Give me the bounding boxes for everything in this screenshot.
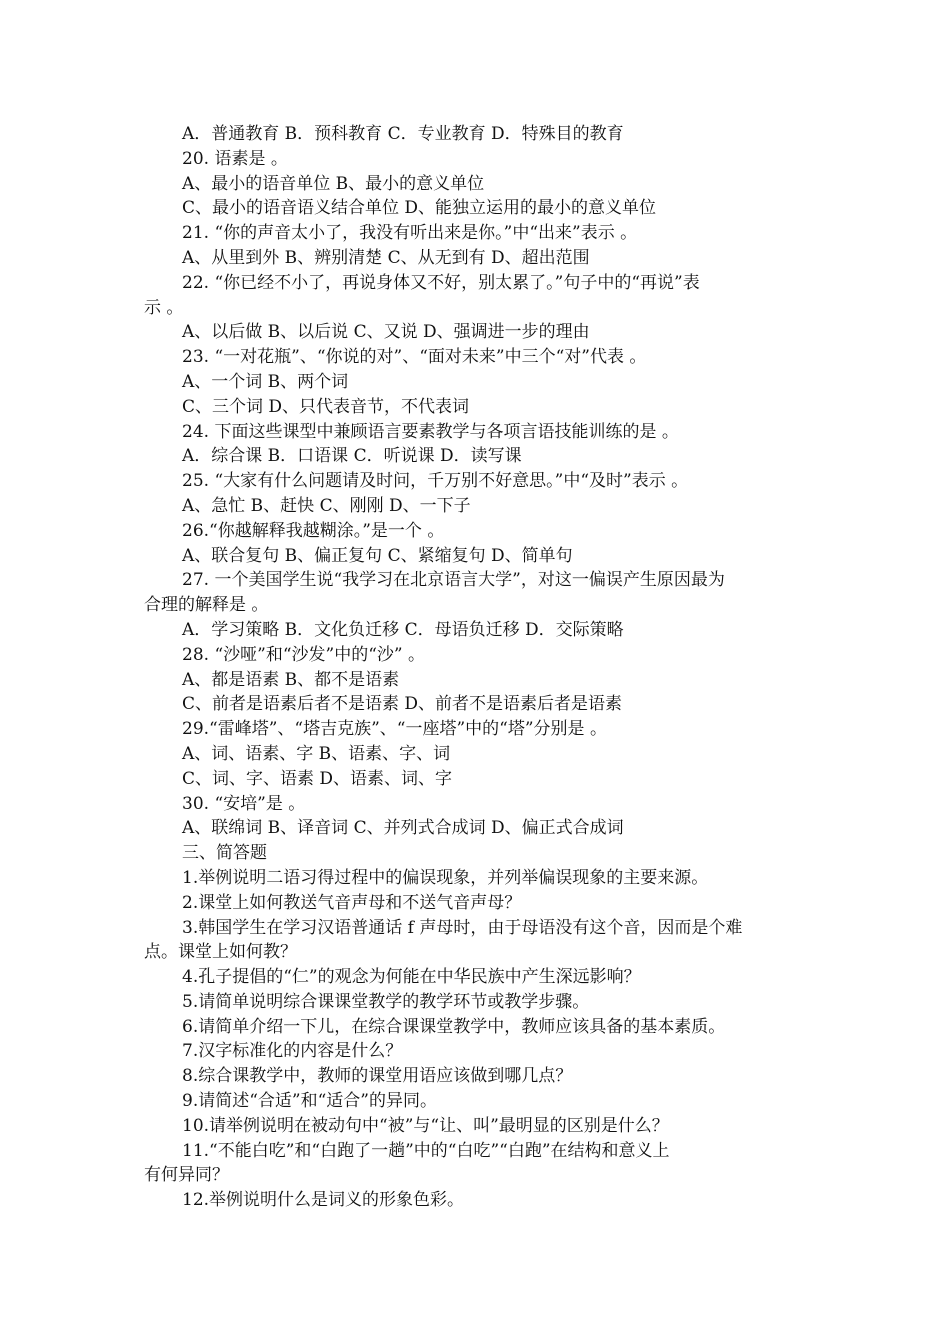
short-question-2: 2.课堂上如何教送气音声母和不送气音声母？ [182,892,522,913]
option-line: A、联合复句 B、偏正复句 C、紧缩复句 D、简单句 [182,545,573,566]
short-question-3: 3.韩国学生在学习汉语普通话 f 声母时，由于母语没有这个音，因而是个难 [182,917,743,938]
option-line: A、都是语素 B、都不是语素 [182,669,400,690]
question-20: 20. 语素是 。 [182,148,288,169]
short-question-10: 10.请举例说明在被动句中“被”与“让、叫”最明显的区别是什么？ [182,1115,669,1136]
option-line: A、最小的语音单位 B、最小的意义单位 [182,173,485,194]
option-line: C、词、字、语素 D、语素、词、字 [182,768,453,789]
question-21: 21. “你的声音太小了，我没有听出来是你。”中“出来”表示 。 [182,223,638,244]
question-22-cont: 示 。 [144,297,184,318]
document-content [144,122,809,1213]
option-line: A、以后做 B、以后说 C、又说 D、强调进一步的理由 [182,322,590,343]
option-line: C、最小的语音语义结合单位 D、能独立运用的最小的意义单位 [182,198,657,219]
short-question-3-cont: 点。课堂上如何教？ [144,942,297,963]
short-question-12: 12.举例说明什么是词义的形象色彩。 [182,1190,465,1211]
short-question-4: 4.孔子提倡的“仁”的观念为何能在中华民族中产生深远影响？ [182,967,641,988]
option-line: A、从里到外 B、辨别清楚 C、从无到有 D、超出范围 [182,247,590,268]
short-question-11: 11.“不能白吃”和“白跑了一趟”中的“白吃”“白跑”在结构和意义上 [182,1140,670,1161]
short-question-1: 1.举例说明二语习得过程中的偏误现象，并列举偏误现象的主要来源。 [182,867,709,888]
option-line: A．学习策略 B．文化负迁移 C．母语负迁移 D．交际策略 [182,619,624,640]
option-line: A．普通教育 B．预科教育 C．专业教育 D．特殊目的教育 [182,124,624,144]
short-question-8: 8.综合课教学中，教师的课堂用语应该做到哪几点？ [182,1066,573,1087]
question-25: 25. “大家有什么问题请及时问，千万别不好意思。”中“及时”表示 。 [182,471,689,492]
question-23: 23. “一对花瓶”、“你说的对”、“面对未来”中三个“对”代表 。 [182,347,647,368]
question-26: 26.“你越解释我越糊涂。”是一个 。 [182,520,445,541]
section-heading: 三、简答题 [182,843,267,864]
question-28: 28. “沙哑”和“沙发”中的“沙” 。 [182,644,425,665]
question-24: 24. 下面这些课型中兼顾语言要素教学与各项言语技能训练的是 。 [182,421,679,442]
short-question-6: 6.请简单介绍一下儿，在综合课课堂教学中，教师应该具备的基本素质。 [182,1016,726,1037]
question-27: 27. 一个美国学生说“我学习在北京语言大学”，对这一偏误产生原因最为 [182,570,725,591]
question-30: 30. “安培”是 。 [182,793,306,814]
option-line: A．综合课 B．口语课 C．听说课 D．读写课 [182,446,522,467]
option-line: A、词、语素、字 B、语素、字、词 [182,743,451,764]
question-29: 29.“雷峰塔”、“塔吉克族”、“一座塔”中的“塔”分别是 。 [182,719,607,740]
option-line: C、前者是语素后者不是语素 D、前者不是语素后者是语素 [182,694,623,715]
short-question-5: 5.请简单说明综合课课堂教学的教学环节或教学步骤。 [182,991,590,1012]
option-line: A、一个词 B、两个词 [182,371,349,392]
short-question-11-cont: 有何异同？ [144,1165,229,1186]
option-line: C、三个词 D、只代表音节，不代表词 [182,396,470,417]
option-line: A、急忙 B、赶快 C、刚刚 D、一下子 [182,495,471,516]
question-27-cont: 合理的解释是 。 [144,595,269,616]
question-22: 22. “你已经不小了，再说身体又不好，别太累了。”句子中的“再说”表 [182,272,700,293]
short-question-9: 9.请简述“合适”和“适合”的异同。 [182,1091,437,1112]
short-question-7: 7.汉字标准化的内容是什么？ [182,1041,403,1062]
option-line: A、联绵词 B、译音词 C、并列式合成词 D、偏正式合成词 [182,818,624,839]
